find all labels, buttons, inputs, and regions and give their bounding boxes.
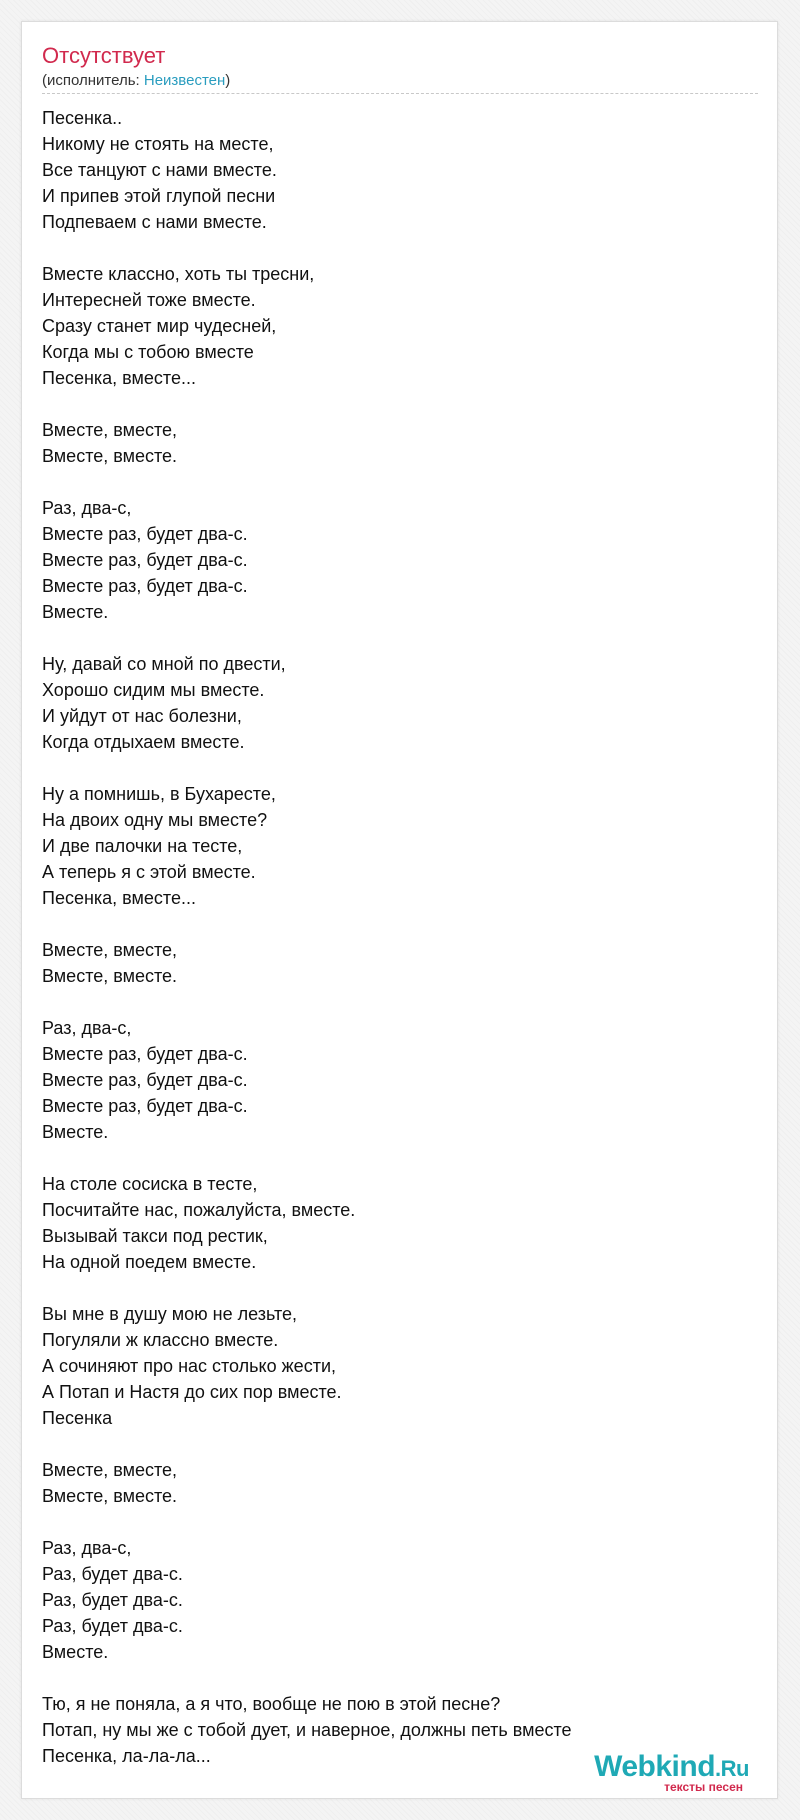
lyrics-line: Вместе, вместе, <box>42 420 178 440</box>
logo-brand: Webkind <box>594 1750 716 1783</box>
lyrics-line: Вызывай такси под рестик, <box>42 1226 268 1246</box>
lyrics-line: И уйдут от нас болезни, <box>42 706 242 726</box>
lyrics-line: Раз, два-с, <box>42 498 132 518</box>
lyrics-stanza <box>42 1015 758 1145</box>
lyrics-line: Песенка, вместе... <box>42 888 196 908</box>
lyrics-line: Ну, давай со мной по двести, <box>42 654 286 674</box>
lyrics-line: Подпеваем с нами вместе. <box>42 212 267 232</box>
lyrics-line: А Потап и Настя до сих пор вместе. <box>42 1382 342 1402</box>
lyrics-line: А сочиняют про нас столько жести, <box>42 1356 336 1376</box>
artist-suffix: ) <box>225 72 231 89</box>
lyrics-line: Раз, два-с, <box>42 1018 132 1038</box>
lyrics-line: Вместе раз, будет два-с. <box>42 576 248 596</box>
lyrics-line: Вместе раз, будет два-с. <box>42 1044 248 1064</box>
lyrics-line: Песенка, ла-ла-ла... <box>42 1746 211 1766</box>
site-logo[interactable] <box>594 1750 749 1794</box>
lyrics-stanza <box>42 781 758 911</box>
lyrics-line: Вместе классно, хоть ты тресни, <box>42 264 315 284</box>
lyrics-line: Вместе раз, будет два-с. <box>42 550 248 570</box>
lyrics-stanza <box>42 1301 758 1431</box>
lyrics-line: Песенка <box>42 1408 113 1428</box>
artist-link[interactable]: Неизвестен <box>143 72 226 89</box>
lyrics-line: Сразу станет мир чудесней, <box>42 316 277 336</box>
artist-line <box>42 72 230 90</box>
lyrics-line: Никому не стоять на месте, <box>42 134 274 154</box>
lyrics-stanza <box>42 417 758 469</box>
logo-subtitle: тексты песен <box>664 1780 743 1794</box>
lyrics-line: Раз, будет два-с. <box>42 1616 183 1636</box>
lyrics-line: Вместе. <box>42 602 109 622</box>
lyrics-stanza <box>42 1171 758 1275</box>
lyrics-line: Посчитайте нас, пожалуйста, вместе. <box>42 1200 356 1220</box>
artist-prefix: (исполнитель: <box>42 72 144 89</box>
lyrics-line: Песенка.. <box>42 108 123 128</box>
lyrics-line: Вместе раз, будет два-с. <box>42 524 248 544</box>
lyrics-line: Вместе, вместе. <box>42 446 178 466</box>
lyrics-line: А теперь я с этой вместе. <box>42 862 256 882</box>
title-divider <box>42 93 758 94</box>
lyrics-line: Хорошо сидим мы вместе. <box>42 680 265 700</box>
lyrics-line: На столе сосиска в тесте, <box>42 1174 258 1194</box>
lyrics-line: Вместе. <box>42 1122 109 1142</box>
lyrics-stanza <box>42 495 758 625</box>
lyrics-stanza <box>42 1535 758 1665</box>
lyrics-line: Вместе, вместе, <box>42 940 178 960</box>
lyrics-line: На одной поедем вместе. <box>42 1252 257 1272</box>
lyrics-line: Вместе раз, будет два-с. <box>42 1096 248 1116</box>
song-title: Отсутствует <box>42 43 166 68</box>
lyrics-line: И две палочки на тесте, <box>42 836 243 856</box>
lyrics-card <box>21 21 778 1799</box>
lyrics-text <box>42 105 758 1795</box>
lyrics-line: Вместе. <box>42 1642 109 1662</box>
lyrics-line: Интересней тоже вместе. <box>42 290 256 310</box>
lyrics-stanza <box>42 937 758 989</box>
lyrics-line: Вместе, вместе. <box>42 966 178 986</box>
lyrics-line: Ну а помнишь, в Бухаресте, <box>42 784 276 804</box>
lyrics-line: Раз, будет два-с. <box>42 1564 183 1584</box>
lyrics-line: Тю, я не поняла, а я что, вообще не пою в этой песне? <box>42 1694 501 1714</box>
lyrics-stanza <box>42 1457 758 1509</box>
lyrics-line: И припев этой глупой песни <box>42 186 276 206</box>
lyrics-line: Вместе, вместе. <box>42 1486 178 1506</box>
lyrics-stanza <box>42 651 758 755</box>
logo-tld: .Ru <box>715 1756 749 1781</box>
lyrics-line: На двоих одну мы вместе? <box>42 810 268 830</box>
lyrics-line: Когда мы с тобою вместе <box>42 342 254 362</box>
lyrics-line: Песенка, вместе... <box>42 368 196 388</box>
lyrics-line: Все танцуют с нами вместе. <box>42 160 277 180</box>
lyrics-line: Вы мне в душу мою не лезьте, <box>42 1304 298 1324</box>
lyrics-stanza <box>42 105 758 235</box>
lyrics-line: Раз, будет два-с. <box>42 1590 183 1610</box>
lyrics-line: Раз, два-с, <box>42 1538 132 1558</box>
lyrics-line: Потап, ну мы же с тобой дует, и наверное, должны петь вместе <box>42 1720 572 1740</box>
lyrics-line: Погуляли ж классно вместе. <box>42 1330 279 1350</box>
lyrics-line: Вместе раз, будет два-с. <box>42 1070 248 1090</box>
lyrics-stanza <box>42 261 758 391</box>
lyrics-line: Когда отдыхаем вместе. <box>42 732 245 752</box>
lyrics-line: Вместе, вместе, <box>42 1460 178 1480</box>
